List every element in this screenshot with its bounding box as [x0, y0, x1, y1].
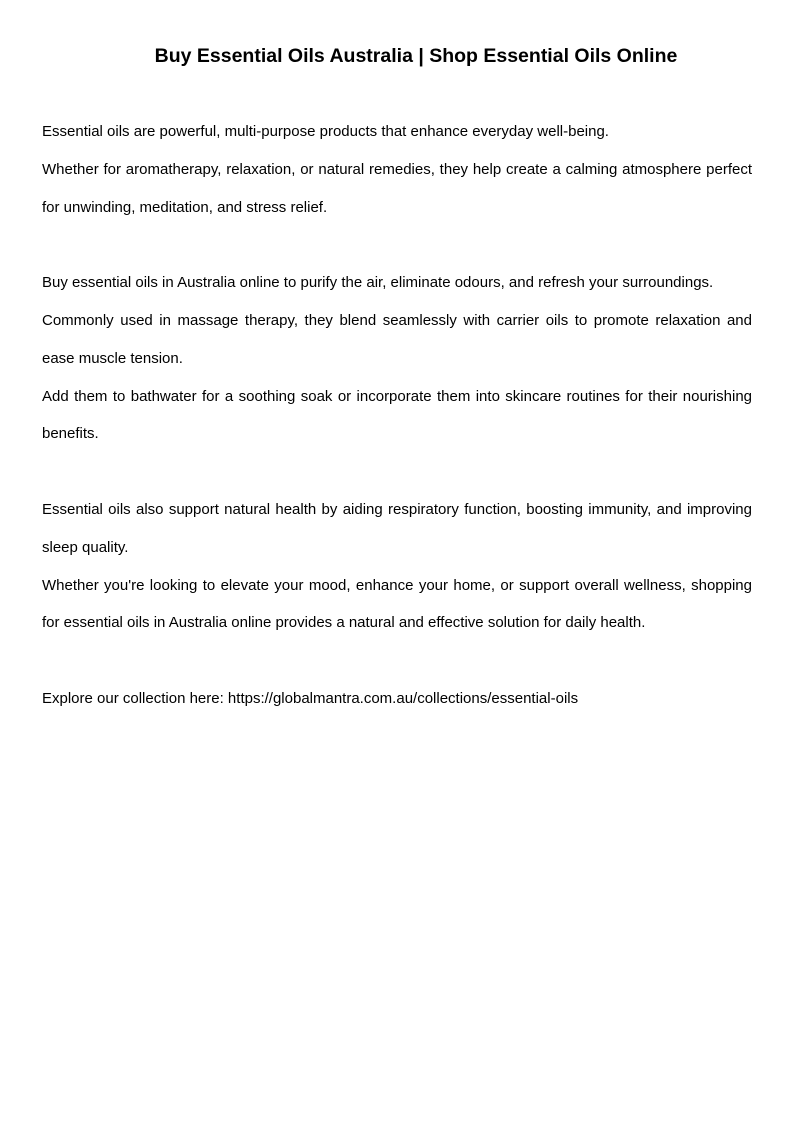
section-uses	[42, 264, 752, 453]
document-body	[42, 113, 752, 718]
paragraph: Whether for aromatherapy, relaxation, or natural remedies, they help create a calming atmosphere perfect for unwinding, meditation, and stress relief.	[42, 160, 752, 216]
paragraph: Add them to bathwater for a soothing soak or incorporate them into skincare routines for their nourishing benefits.	[42, 387, 752, 443]
paragraph: Essential oils also support natural health by aiding respiratory function, boosting immunity, and improving sleep quality.	[42, 500, 752, 556]
section-collection-link	[42, 680, 752, 718]
paragraph: Buy essential oils in Australia online to purify the air, eliminate odours, and refresh your surroundings.	[42, 274, 714, 292]
page-title: Buy Essential Oils Australia | Shop Essential Oils Online	[154, 45, 678, 67]
section-spacer	[42, 453, 752, 491]
section-spacer	[42, 642, 752, 680]
section-health	[42, 491, 752, 642]
section-spacer	[42, 226, 752, 264]
paragraph: Commonly used in massage therapy, they blend seamlessly with carrier oils to promote relaxation and ease muscle tension.	[42, 311, 752, 367]
paragraph: Essential oils are powerful, multi-purpose products that enhance everyday well-being.	[42, 123, 609, 140]
collection-link-text: Explore our collection here: https://globalmantra.com.au/collections/essential-oils	[42, 689, 579, 707]
paragraph: Whether you're looking to elevate your mood, enhance your home, or support overall wellness, shopping for essential oils in Australia online provides a natural and effective solution for daily health.	[42, 576, 752, 632]
section-intro	[42, 113, 752, 226]
